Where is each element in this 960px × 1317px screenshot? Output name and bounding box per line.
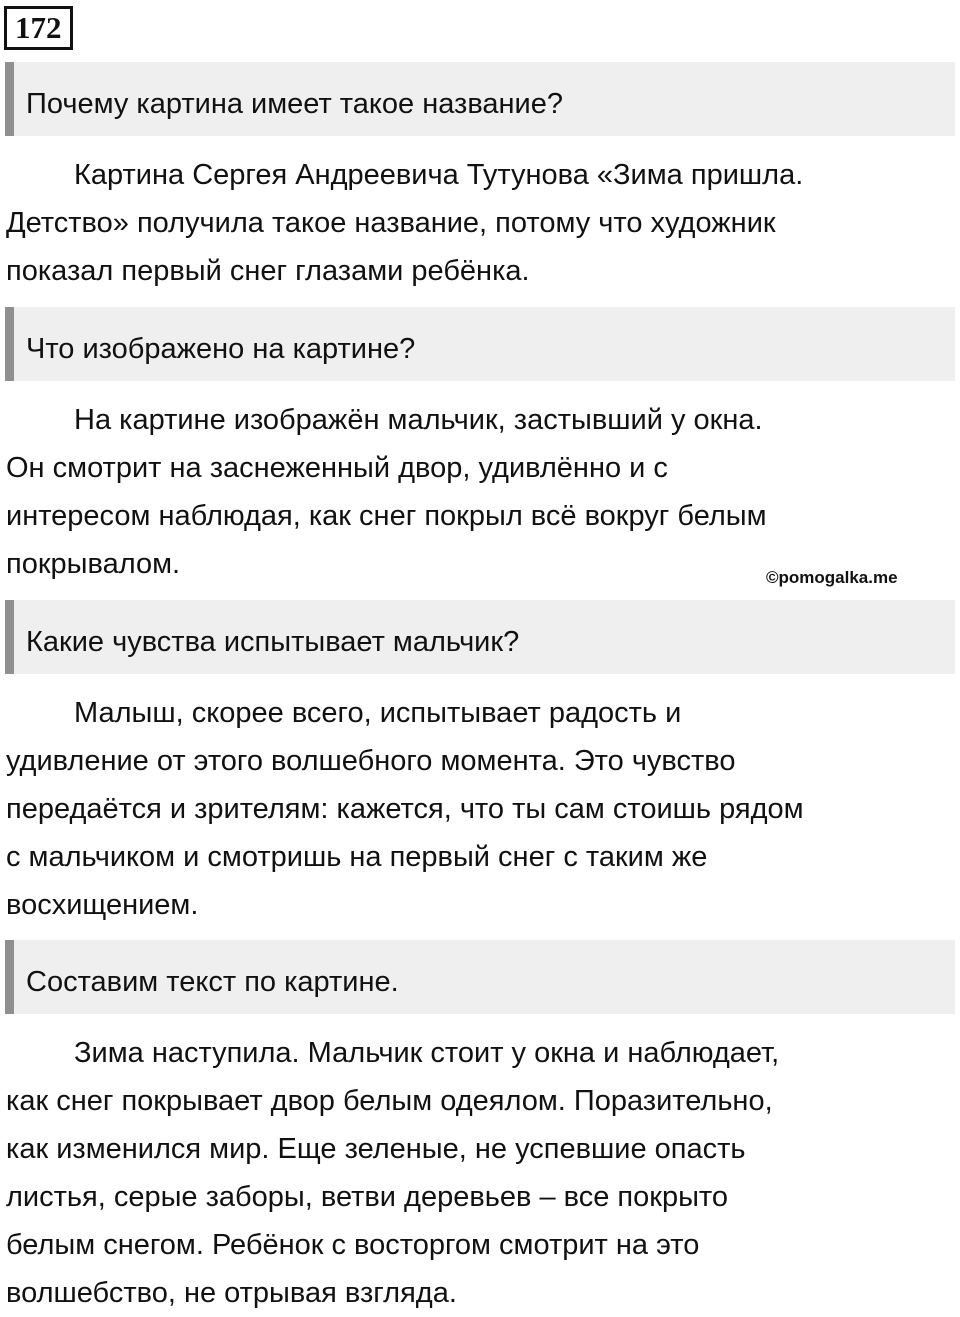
answer-paragraph-3 [6, 689, 906, 929]
answer-line: как изменился мир. Еще зеленые, не успевшие опасть [6, 1133, 746, 1165]
answer-line: с мальчиком и смотришь на первый снег с таким же [6, 841, 708, 873]
question-bar-4 [5, 940, 955, 1014]
answer-line: На картине изображён мальчик, застывший у окна. [74, 404, 763, 436]
answer-line: показал первый снег глазами ребёнка. [6, 255, 530, 287]
answer-line: как снег покрывает двор белым одеялом. Поразительно, [6, 1085, 773, 1117]
watermark: ©pomogalka.me [766, 568, 898, 587]
answer-line: Детство» получила такое название, потому что художник [6, 207, 776, 239]
answer-line: интересом наблюдая, как снег покрыл всё вокруг белым [6, 500, 767, 532]
answer-paragraph-4 [6, 1029, 906, 1317]
answer-line: Он смотрит на заснеженный двор, удивлённо и с [6, 452, 668, 484]
answer-paragraph-2 [6, 396, 906, 588]
answer-line: белым снегом. Ребёнок с восторгом смотрит на это [6, 1229, 700, 1261]
answer-line: передаётся и зрителям: кажется, что ты сам стоишь рядом [6, 793, 804, 825]
answer-line: Зима наступила. Мальчик стоит у окна и наблюдает, [74, 1037, 780, 1069]
question-bar-1 [5, 62, 955, 136]
question-title-3: Какие чувства испытывает мальчик? [26, 626, 520, 658]
answer-line: Малыш, скорее всего, испытывает радость и [74, 697, 682, 729]
answer-line: покрывалом. [6, 548, 181, 580]
answer-line: восхищением. [6, 889, 199, 921]
answer-line: Картина Сергея Андреевича Тутунова «Зима пришла. [74, 159, 804, 191]
question-bar-2 [5, 307, 955, 381]
question-title-4: Составим текст по картине. [26, 966, 399, 998]
answer-line: листья, серые заборы, ветви деревьев – все покрыто [6, 1181, 728, 1213]
question-title-1: Почему картина имеет такое название? [26, 88, 563, 120]
question-bar-3 [5, 600, 955, 674]
question-title-2: Что изображено на картине? [26, 333, 416, 365]
answer-paragraph-1 [6, 151, 906, 295]
answer-line: волшебство, не отрывая взгляда. [6, 1277, 457, 1309]
task-number: 172 [4, 6, 73, 50]
answer-line: удивление от этого волшебного момента. Это чувство [6, 745, 736, 777]
